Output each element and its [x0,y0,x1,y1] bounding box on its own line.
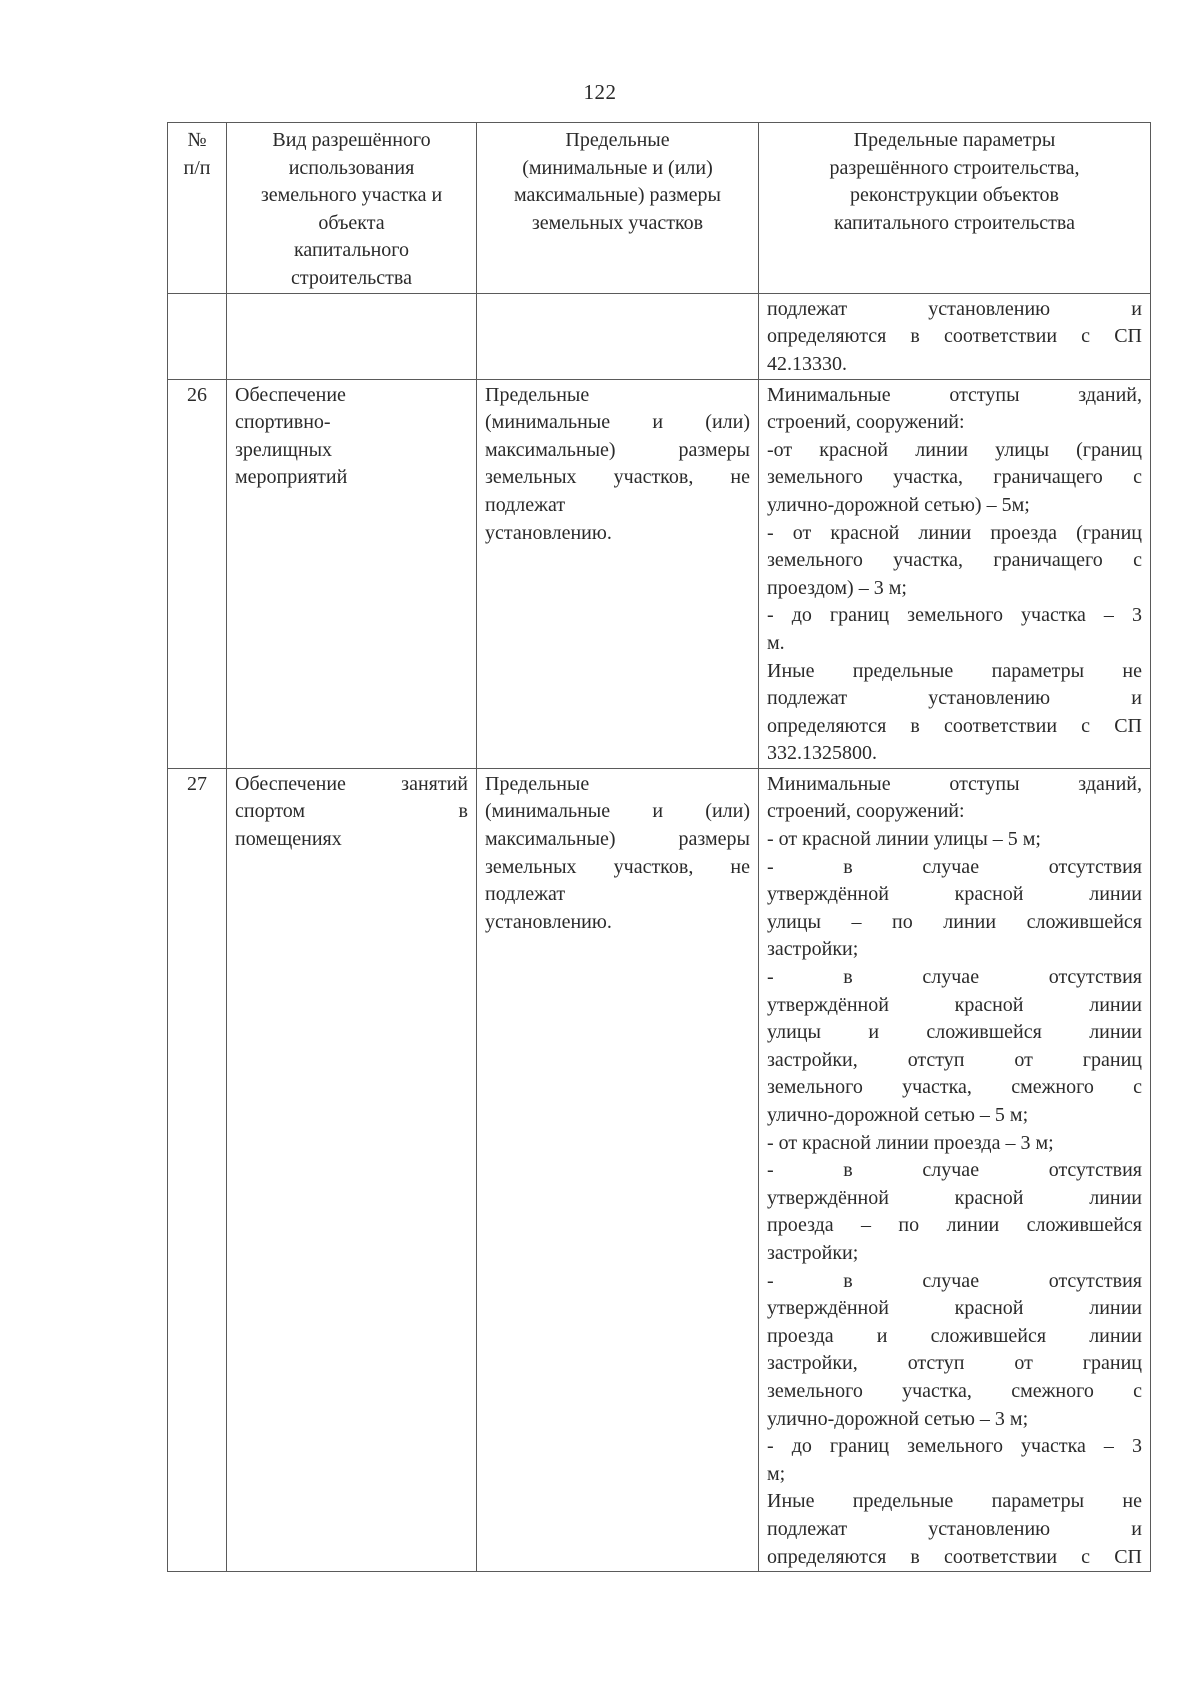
cell-text-line: подлежат [485,883,566,906]
header-line: строительства [291,266,412,289]
header-line: реконструкции объектов [850,184,1059,207]
cell-text-line: Предельные [485,772,590,795]
cell-text-line: строений, сооружений: [767,800,965,823]
table-header-row [168,123,1151,294]
cell-text-line: земельных участков, не [485,855,750,878]
cell-text-line: подлежат установлению и [767,687,1142,710]
cell-text-line: утверждённой красной линии [767,1186,1142,1209]
table-row [168,379,1151,768]
table-row [168,293,1151,379]
header-line: Вид разрешённого [272,129,431,151]
cell-text-line: застройки, отступ от границ [767,1352,1142,1375]
header-line: объекта [318,211,385,234]
cell-text-line: определяются в соответствии с СП [767,714,1142,737]
cell-text-line: Минимальные отступы зданий, [767,383,1142,406]
cell-text-line: улично-дорожной сетью – 3 м; [767,1407,1029,1430]
cell-text-line: - до границ земельного участка – 3 [767,1435,1142,1458]
cell-text-line: Иные предельные параметры не [767,1490,1142,1513]
cell-text-line: м; [767,1462,786,1485]
header-line: земельного участка и [260,184,443,207]
cell-text-line: земельного участка, смежного с [767,1379,1142,1402]
header-line: использования [288,156,415,179]
header-construction-params [759,123,1151,294]
header-use-type [227,123,477,294]
cell-text-line: Иные предельные параметры не [767,659,1142,682]
header-line: разрешённого строительства, [829,156,1080,179]
cell-text-line: установлению. [485,910,612,933]
cell-text-line: земельных участков, не [485,466,750,489]
cell-text-line: проезда и сложившейся линии [767,1324,1142,1347]
row-number-cell: 27 [168,768,227,1571]
construction-params-cell [759,379,1151,768]
table-row [168,768,1151,1571]
cell-text-line: - в случае отсутствия [767,966,1142,989]
cell-text-line: определяются в соответствии с СП [767,1545,1142,1568]
cell-text-line: 42.13330. [767,352,847,375]
header-line: п/п [183,156,211,179]
cell-text-line: -от красной линии улицы (границ [767,438,1142,461]
cell-text-line: проезда – по линии сложившейся [767,1214,1142,1237]
construction-params-cell [759,768,1151,1571]
cell-text-line: определяются в соответствии с СП [767,325,1142,348]
cell-text-line: Минимальные отступы зданий, [767,772,1142,795]
header-line: Предельные параметры [853,129,1056,151]
cell-text-line: спортом в [235,800,468,823]
use-type-cell [227,379,477,768]
header-line: капитального строительства [834,211,1075,234]
header-plot-size [477,123,759,294]
cell-text-line: Обеспечение [235,383,346,406]
cell-text-line: улицы – по линии сложившейся [767,910,1142,933]
table-body [168,293,1151,1572]
header-number [168,123,227,294]
cell-text-line: зрелищных [235,438,333,461]
cell-text-line: м. [767,631,785,654]
cell-text-line: проездом) – 3 м; [767,576,907,599]
cell-text-line: спортивно- [235,411,331,434]
plot-size-cell [477,379,759,768]
cell-text-line: улично-дорожной сетью) – 5м; [767,493,1030,516]
header-line: Предельные [565,129,670,151]
cell-text-line: улично-дорожной сетью – 5 м; [767,1104,1029,1126]
header-line: капитального [294,239,409,262]
cell-text-line: застройки; [767,938,859,961]
cell-text-line: помещениях [235,828,342,851]
header-line: максимальные) размеры [513,184,721,207]
cell-text-line: застройки, отступ от границ [767,1048,1142,1071]
header-line: (минимальные и (или) [522,156,713,179]
cell-text-line: - в случае отсутствия [767,855,1142,878]
cell-text-line: максимальные) размеры [485,828,750,851]
cell-text-line: - от красной линии проезда – 3 м; [767,1131,1054,1154]
use-type-cell [227,768,477,1571]
cell-text-line: подлежат установлению и [767,297,1142,320]
cell-text-line: земельного участка, граничащего с [767,466,1142,489]
cell-text-line: установлению. [485,521,612,544]
construction-params-cell [759,293,1151,379]
plot-size-cell [477,293,759,379]
cell-text-line: строений, сооружений: [767,411,965,434]
cell-text-line: подлежат установлению и [767,1517,1142,1540]
plot-size-cell [477,768,759,1571]
cell-text-line: 332.1325800. [767,742,877,765]
header-line: земельных участков [531,211,704,234]
cell-text-line: - в случае отсутствия [767,1269,1142,1292]
cell-text-line: утверждённой красной линии [767,1297,1142,1320]
page-number: 122 [583,80,617,104]
cell-text-line: - от красной линии проезда (границ [767,521,1142,544]
cell-text-line: мероприятий [235,466,348,489]
cell-text-line: подлежат [485,493,566,516]
cell-text-line: утверждённой красной линии [767,993,1142,1016]
cell-text-line: Обеспечение занятий [235,772,468,795]
cell-text-line: - от красной линии улицы – 5 м; [767,828,1041,851]
regulations-table [167,122,1151,1572]
cell-text-line: утверждённой красной линии [767,883,1142,906]
cell-text-line: застройки; [767,1241,859,1264]
use-type-cell [227,293,477,379]
cell-text-line: (минимальные и (или) [485,411,750,434]
cell-text-line: - до границ земельного участка – 3 [767,604,1142,627]
row-number-cell: 26 [168,379,227,768]
cell-text-line: улицы и сложившейся линии [767,1021,1142,1044]
row-number-cell [168,293,227,379]
cell-text-line: земельного участка, граничащего с [767,549,1142,572]
cell-text-line: Предельные [485,383,590,406]
cell-text-line: максимальные) размеры [485,438,750,461]
cell-text-line: - в случае отсутствия [767,1159,1142,1182]
header-line: № [187,129,207,151]
cell-text-line: (минимальные и (или) [485,800,750,823]
cell-text-line: земельного участка, смежного с [767,1076,1142,1099]
